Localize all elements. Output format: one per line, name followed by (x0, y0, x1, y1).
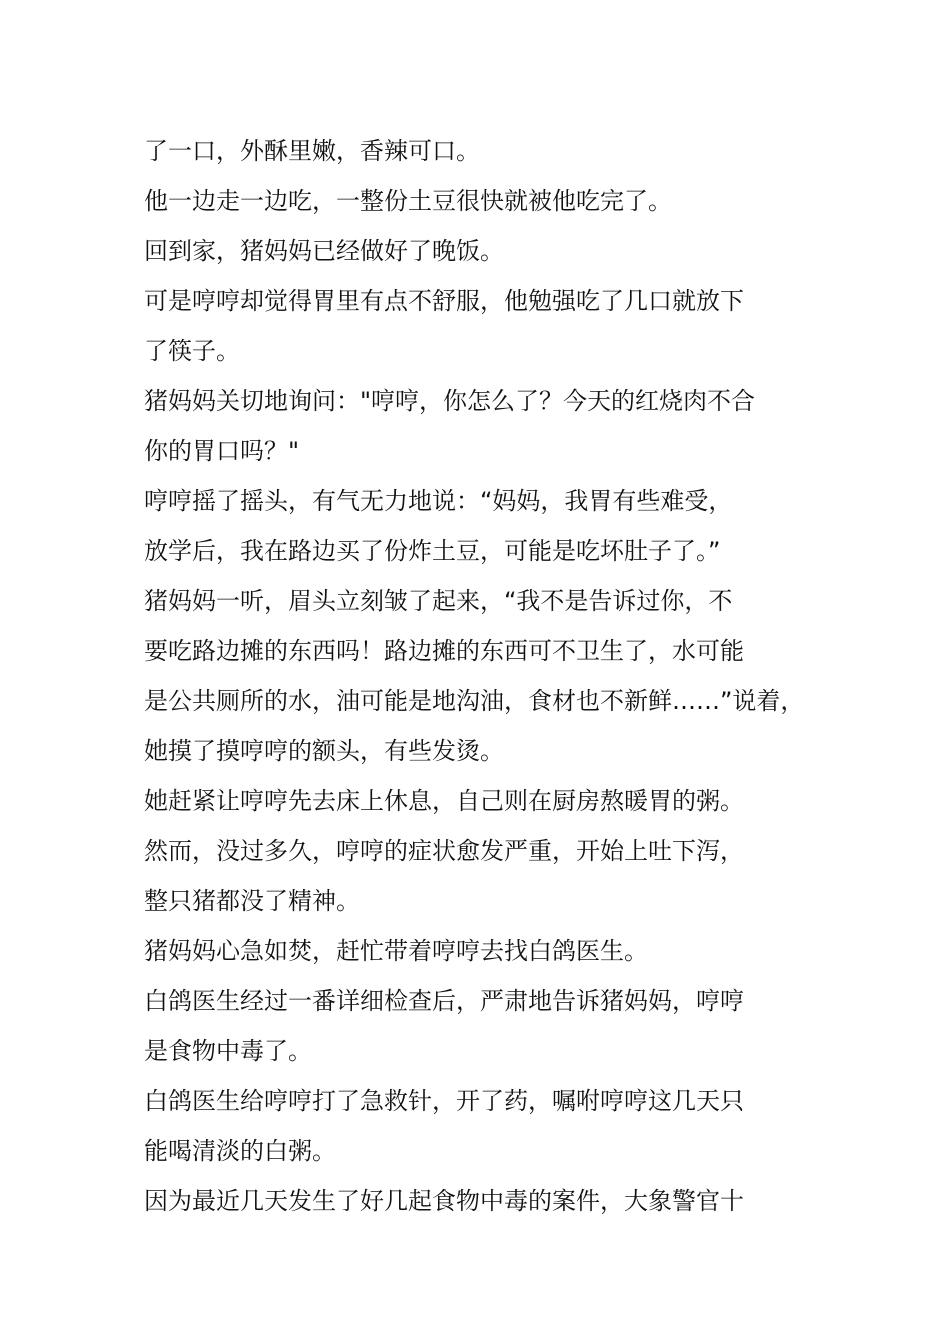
text-line: 你的胃口吗？" (144, 437, 300, 465)
text-line: 猪妈妈心急如焚，赶忙带着哼哼去找白鸽医生。 (144, 937, 648, 965)
text-line: 了一口，外酥里嫩，香辣可口。 (144, 137, 480, 165)
text-line: 能喝清淡的白粥。 (144, 1137, 336, 1165)
paragraph (144, 576, 844, 776)
text-line: 回到家，猪妈妈已经做好了晚饭。 (144, 237, 504, 265)
text-line: 因为最近几天发生了好几起食物中毒的案件，大象警官十 (144, 1187, 744, 1215)
paragraph (144, 776, 844, 826)
paragraph (144, 926, 844, 976)
text-line: 整只猪都没了精神。 (144, 887, 360, 915)
paragraph (144, 826, 844, 926)
story-text (144, 126, 844, 1226)
text-line: 他一边走一边吃，一整份土豆很快就被他吃完了。 (144, 187, 672, 215)
paragraph (144, 376, 844, 476)
paragraph (144, 226, 844, 276)
text-line: 白鸽医生给哼哼打了急救针，开了药，嘱咐哼哼这几天只 (144, 1087, 744, 1115)
text-line: 放学后，我在路边买了份炸土豆，可能是吃坏肚子了。” (144, 537, 721, 565)
text-line: 猪妈妈关切地询问："哼哼，你怎么了？今天的红烧肉不合 (144, 387, 756, 415)
text-line: 她摸了摸哼哼的额头，有些发烫。 (144, 737, 504, 765)
paragraph (144, 976, 844, 1076)
text-line: 要吃路边摊的东西吗！路边摊的东西可不卫生了，水可能 (144, 637, 744, 665)
text-line: 然而，没过多久，哼哼的症状愈发严重，开始上吐下泻， (144, 837, 744, 865)
paragraph (144, 176, 844, 226)
paragraph (144, 1076, 844, 1176)
paragraph (144, 1176, 844, 1226)
text-line: 是食物中毒了。 (144, 1037, 312, 1065)
text-line: 她赶紧让哼哼先去床上休息，自己则在厨房熬暖胃的粥。 (144, 787, 744, 815)
text-line: 猪妈妈一听，眉头立刻皱了起来，“我不是告诉过你，不 (144, 587, 733, 615)
text-line: 可是哼哼却觉得胃里有点不舒服，他勉强吃了几口就放下 (144, 287, 744, 315)
paragraph (144, 476, 844, 576)
text-line: 哼哼摇了摇头，有气无力地说：“妈妈，我胃有些难受， (144, 487, 733, 515)
paragraph (144, 276, 844, 376)
text-line: 了筷子。 (144, 337, 240, 365)
text-line: 白鸽医生经过一番详细检查后，严肃地告诉猪妈妈，哼哼 (144, 987, 744, 1015)
text-line: 是公共厕所的水，油可能是地沟油，食材也不新鲜……”说着， (144, 687, 805, 715)
paragraph (144, 126, 844, 176)
